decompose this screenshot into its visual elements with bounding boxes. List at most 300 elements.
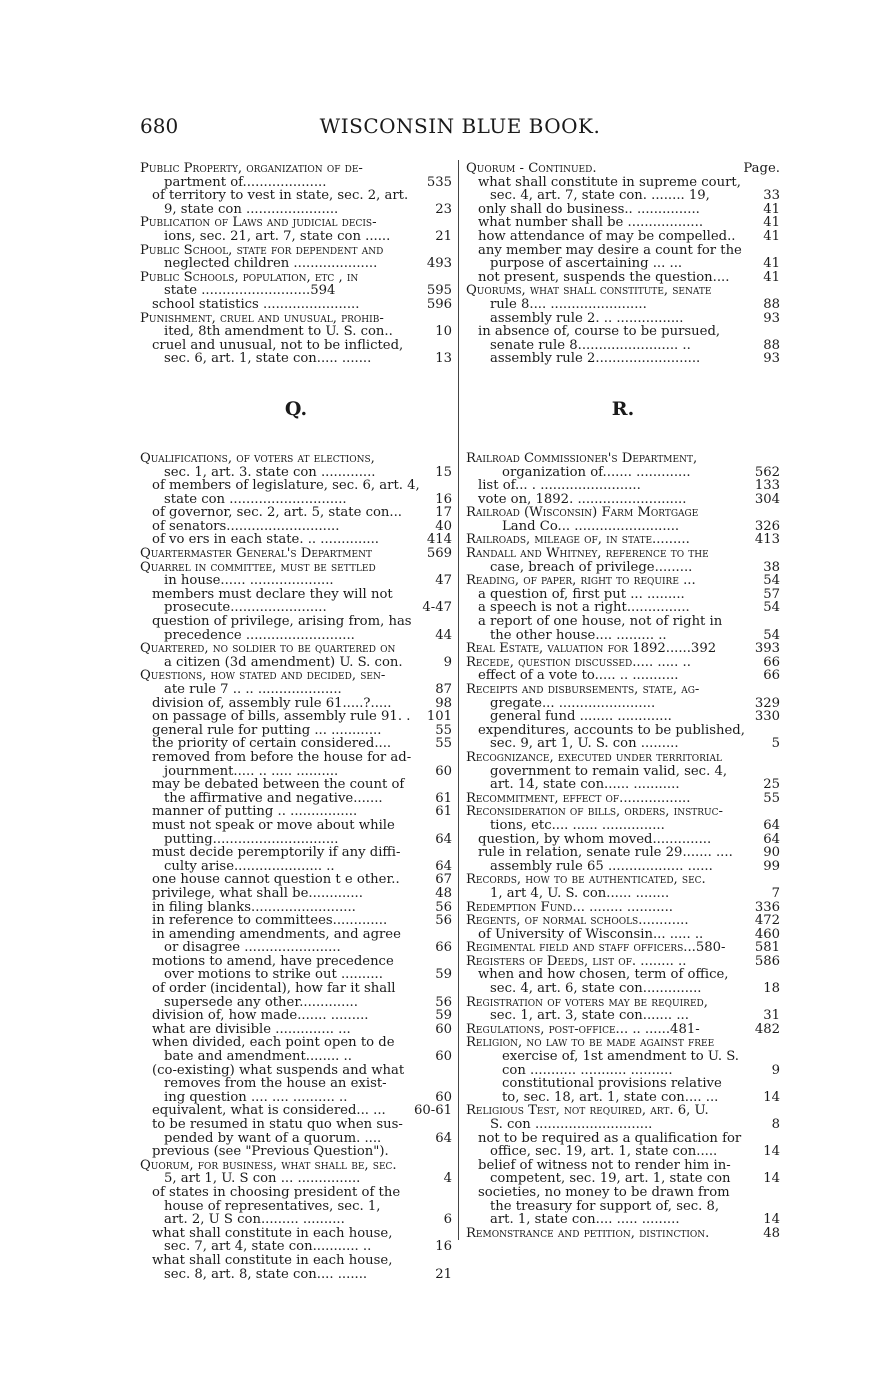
index-entry [466, 1200, 780, 1214]
entry-text: sec. 4, art. 7, state con. ........ 19, [490, 189, 710, 203]
index-entry [140, 751, 452, 765]
entry-text: Railroads, mileage of, in state......... [466, 533, 690, 548]
index-entry [466, 479, 780, 493]
entry-text: state con ............................ [164, 492, 347, 507]
entry-text: a citizen (3d amendment) U. S. con. [164, 655, 403, 670]
entry-page: 9 [441, 656, 452, 670]
entry-text: of vo ers in each state. .. .............. [152, 533, 379, 548]
entry-page: 93 [760, 312, 780, 326]
entry-text: sec. 9, art 1, U. S. con ......... [490, 737, 679, 751]
entry-page: 40 [432, 520, 452, 534]
entry-page: 14 [760, 1172, 780, 1186]
page-column-label: Page. [743, 161, 780, 176]
index-entry [140, 601, 452, 615]
entry-text: Land Co... ......................... [502, 519, 680, 534]
index-entry [140, 982, 452, 996]
entry-text: (co-existing) what suspends and what [152, 1063, 405, 1078]
entry-text: Quartermaster General's Department [140, 547, 372, 561]
index-entry [466, 846, 780, 860]
entry-text: of University of Wisconsin... ..... .. [478, 927, 704, 942]
entry-text: Quarrel in committee, must be settled [140, 560, 376, 575]
index-entry [140, 805, 452, 819]
entry-text: tions, etc.... ...... ............... [490, 818, 665, 833]
entry-page: 67 [432, 873, 452, 887]
entry-page: 60 [432, 1023, 452, 1037]
entry-page: 61 [432, 792, 452, 806]
entry-page: 16 [432, 493, 452, 507]
entry-text: Railroad (Wisconsin) Farm Mortgage [466, 506, 699, 520]
entry-text: Qualifications, of voters at elections, [140, 451, 375, 466]
index-entry [466, 669, 780, 683]
index-entry [466, 506, 780, 520]
entry-page: 60-61 [411, 1104, 452, 1118]
entry-text: rule in relation, senate rule 29....... .... [478, 846, 733, 860]
entry-text: case, breach of privilege......... [490, 560, 693, 575]
index-entry [466, 230, 780, 244]
entry-text: list of... . ........................ [478, 479, 641, 493]
index-entry [140, 162, 452, 176]
entry-page: 66 [760, 656, 780, 670]
entry-page: 18 [760, 982, 780, 996]
index-entry [140, 1240, 452, 1254]
index-entry [466, 244, 780, 258]
entry-text: Quartered, no soldier to be quartered on [140, 642, 396, 656]
index-entry [140, 493, 452, 507]
entry-text: purpose of ascertaining ... ... [490, 257, 683, 271]
index-entry [140, 1036, 452, 1050]
entry-text: of senators........................... [152, 519, 340, 534]
index-entry [140, 244, 452, 258]
entry-text: art. 14, state con...... ........... [490, 778, 680, 792]
index-entry [466, 1118, 780, 1132]
right-column-entries [466, 176, 780, 1241]
index-entry [140, 1200, 452, 1214]
entry-text: in filing blanks......................... [152, 900, 356, 915]
entry-text: Redemption Fund... ........ ........... [466, 900, 673, 915]
index-entry [140, 189, 452, 203]
index-entry [466, 493, 780, 507]
index-entry [466, 629, 780, 643]
index-entry [466, 710, 780, 724]
index-entry [466, 325, 780, 339]
entry-page: 38 [760, 561, 780, 575]
index-entry [140, 955, 452, 969]
index-entry [466, 1064, 780, 1078]
entry-text: Punishment, cruel and unusual, prohib- [140, 311, 384, 326]
index-entry [140, 1023, 452, 1037]
entry-page: 17 [432, 506, 452, 520]
entry-text: removes from the house an exist- [164, 1077, 387, 1091]
entry-text: Quorum, for business, what shall be, sec. [140, 1158, 397, 1173]
index-entry [140, 778, 452, 792]
entry-text: 5, art 1, U. S con ... ............... [164, 1172, 361, 1186]
entry-page: 64 [760, 833, 780, 847]
entry-text: culty arise..................... .. [164, 859, 335, 874]
entry-text: supersede any other.............. [164, 995, 358, 1010]
entry-text: a report of one house, not of right in [478, 615, 723, 629]
entry-text: must decide peremptorily if any diffi- [152, 846, 401, 860]
entry-page: 13 [432, 352, 452, 366]
entry-page: 41 [760, 257, 780, 271]
entry-page: 64 [760, 819, 780, 833]
entry-page: 55 [432, 737, 452, 751]
entry-text: division of, how made....... ......... [152, 1009, 369, 1023]
entry-text: must not speak or move about while [152, 818, 395, 833]
entry-text: when divided, each point open to de [152, 1036, 395, 1051]
index-entry [140, 547, 452, 561]
entry-page: 101 [424, 710, 452, 724]
entry-text: sec. 8, art. 8, state con.... ....... [164, 1267, 368, 1282]
index-entry [140, 257, 452, 271]
index-entry [466, 520, 780, 534]
index-entry [466, 642, 780, 656]
index-entry [140, 1186, 452, 1200]
index-entry [466, 1213, 780, 1227]
index-entry [140, 1091, 452, 1105]
entry-text: Receipts and disbursements, state, ag- [466, 683, 700, 697]
entry-text: Public School, state for dependent and [140, 243, 384, 258]
index-entry [466, 588, 780, 602]
entry-text: Recommitment, effect of................. [466, 791, 691, 806]
entry-text: cruel and unusual, not to be inflicted, [152, 338, 404, 353]
index-entry [466, 601, 780, 615]
entry-text: vote on, 1892. .......................... [478, 492, 687, 507]
entry-page: 460 [752, 928, 780, 942]
entry-page: 586 [752, 955, 780, 969]
entry-page: 90 [760, 846, 780, 860]
index-entry [140, 284, 452, 298]
index-entry [140, 901, 452, 915]
entry-text: assembly rule 2. .. ................ [490, 311, 684, 326]
entry-text: con ........... ........... .......... [502, 1063, 673, 1078]
entry-text: societies, no money to be drawn from [478, 1185, 730, 1200]
entry-text: Railroad Commissioner's Department, [466, 451, 698, 466]
entry-page: 472 [752, 914, 780, 928]
entry-text: putting.............................. [164, 832, 339, 847]
entry-page: 23 [432, 203, 452, 217]
index-entry [140, 1118, 452, 1132]
index-entry [466, 312, 780, 326]
entry-text: in absence of, course to be pursued, [478, 325, 721, 339]
index-entry [140, 1009, 452, 1023]
entry-page: 595 [424, 284, 452, 298]
entry-page: 9 [769, 1064, 780, 1078]
entry-page: 55 [432, 724, 452, 738]
left-column [140, 162, 452, 1281]
section-letter: R. [611, 397, 635, 420]
entry-text: assembly rule 2......................... [490, 352, 701, 366]
entry-text: one house cannot question t e other.. [152, 873, 400, 887]
entry-page: 41 [760, 271, 780, 285]
entry-text: sec. 1, art. 3, state con....... ... [490, 1009, 689, 1023]
index-entry [466, 683, 780, 697]
index-entry [140, 325, 452, 339]
entry-text: Regimental field and staff officers...580- [466, 941, 726, 955]
index-entry [140, 520, 452, 534]
index-entry [140, 669, 452, 683]
index-entry [466, 216, 780, 230]
entry-text: art. 1, state con.... ..... ......... [490, 1213, 680, 1227]
index-entry [140, 1077, 452, 1091]
index-entry [140, 352, 452, 366]
entry-page: 87 [432, 683, 452, 697]
entry-text: manner of putting .. ................ [152, 805, 358, 819]
entry-page: 413 [752, 533, 780, 547]
index-entry [466, 833, 780, 847]
entry-page: 31 [760, 1009, 780, 1023]
entry-text: of members of legislature, sec. 6, art. 4, [152, 479, 420, 493]
index-entry [140, 710, 452, 724]
index-entry [466, 1104, 780, 1118]
continued-heading: Quorum - Continued. [466, 161, 597, 176]
entry-text: may be debated between the count of [152, 778, 405, 792]
entry-text: any member may desire a count for the [478, 243, 742, 258]
entry-text: the treasury for support of, sec. 8, [490, 1199, 720, 1214]
entry-text: effect of a vote to..... .. ........... [478, 669, 679, 683]
index-entry [140, 941, 452, 955]
entry-text: bate and amendment........ .. [164, 1050, 352, 1064]
index-entry [140, 724, 452, 738]
entry-page: 56 [432, 996, 452, 1010]
entry-page: 493 [424, 257, 452, 271]
index-entry [466, 697, 780, 711]
entry-text: how attendance of may be compelled.. [478, 229, 736, 244]
index-entry [466, 1077, 780, 1091]
entry-text: constitutional provisions relative [502, 1077, 722, 1091]
entry-text: when and how chosen, term of office, [478, 968, 729, 983]
index-entry [140, 298, 452, 312]
entry-page: 33 [760, 189, 780, 203]
index-entry [466, 533, 780, 547]
entry-text: 9, state con ...................... [164, 202, 339, 217]
entry-text: ing question .... .... .......... .. [164, 1090, 348, 1105]
index-entry [140, 230, 452, 244]
entry-page: 41 [760, 203, 780, 217]
entry-page: 329 [752, 697, 780, 711]
entry-text: Reconsideration of bills, orders, instruc- [466, 805, 723, 819]
entry-text: in reference to committees............. [152, 914, 388, 928]
entry-text: on passage of bills, assembly rule 91. . [152, 710, 411, 724]
entry-page: 66 [432, 941, 452, 955]
index-entry [466, 873, 780, 887]
index-entry [466, 271, 780, 285]
entry-text: Registers of Deeds, list of. ........ .. [466, 954, 687, 969]
index-entry [466, 615, 780, 629]
index-entry [140, 574, 452, 588]
entry-page: 7 [769, 887, 780, 901]
entry-page: 4 [441, 1172, 452, 1186]
index-entry [466, 561, 780, 575]
entry-text: Reading, of paper, right to require ... [466, 574, 696, 588]
index-entry [466, 737, 780, 751]
index-entry [140, 312, 452, 326]
entry-text: Publication of Laws and judicial decis- [140, 216, 377, 230]
entry-text: exercise of, 1st amendment to U. S. [502, 1050, 739, 1064]
index-entry [140, 887, 452, 901]
index-entry [466, 751, 780, 765]
entry-text: ate rule 7 .. .. .................... [164, 683, 342, 697]
entry-page: 25 [760, 778, 780, 792]
entry-text: members must declare they will not [152, 587, 393, 602]
entry-text: Public Property, organization of de- [140, 162, 363, 176]
entry-text: house of representatives, sec. 1, [164, 1199, 381, 1214]
entry-text: in house...... .................... [164, 574, 334, 588]
index-entry [466, 982, 780, 996]
entry-text: Regents, of normal schools............ [466, 914, 689, 928]
index-entry [140, 683, 452, 697]
entry-page: 16 [432, 1240, 452, 1254]
entry-text: state ..........................594 [164, 284, 336, 298]
column-divider [458, 160, 459, 1240]
entry-text: gregate... ....................... [490, 696, 656, 711]
entry-text: Records, how to be authenticated, sec. [466, 873, 706, 887]
entry-page: 6 [441, 1213, 452, 1227]
entry-text: what are divisible .............. ... [152, 1022, 351, 1037]
entry-text: organization of....... ............. [502, 465, 691, 480]
index-entry [140, 819, 452, 833]
entry-page: 60 [432, 1091, 452, 1105]
entry-page: 99 [760, 860, 780, 874]
continued-header [466, 162, 780, 176]
index-entry [140, 846, 452, 860]
entry-page: 56 [432, 901, 452, 915]
entry-page: 55 [760, 792, 780, 806]
index-entry [466, 189, 780, 203]
index-entry [140, 1132, 452, 1146]
index-entry [466, 1159, 780, 1173]
index-entry [466, 968, 780, 982]
entry-text: competent, sec. 19, art. 1, state con [490, 1172, 731, 1186]
entry-page: 326 [752, 520, 780, 534]
index-entry [140, 833, 452, 847]
page-number: 680 [140, 114, 179, 138]
entry-page: 330 [752, 710, 780, 724]
entry-page: 15 [432, 466, 452, 480]
index-entry [466, 860, 780, 874]
index-entry [466, 574, 780, 588]
index-entry [140, 737, 452, 751]
entry-page: 5 [769, 737, 780, 751]
entry-text: of governor, sec. 2, art. 5, state con... [152, 506, 402, 520]
entry-page: 93 [760, 352, 780, 366]
entry-text: the priority of certain considered.... [152, 737, 392, 751]
entry-text: general fund ........ ............. [490, 710, 672, 724]
index-entry [466, 724, 780, 738]
index-entry [140, 873, 452, 887]
entry-page: 54 [760, 601, 780, 615]
entry-page: 304 [752, 493, 780, 507]
entry-text: a speech is not a right............... [478, 601, 690, 616]
index-entry [140, 1159, 452, 1173]
index-entry [466, 1023, 780, 1037]
entry-page: 10 [432, 325, 452, 339]
index-entry [466, 203, 780, 217]
entry-text: art. 2, U S con......... .......... [164, 1213, 345, 1227]
index-entry [140, 928, 452, 942]
entry-page: 14 [760, 1145, 780, 1159]
entry-text: Registration of voters may be required, [466, 995, 708, 1010]
index-entry [466, 1050, 780, 1064]
entry-page: 4-47 [419, 601, 452, 615]
index-entry [466, 778, 780, 792]
entry-page: 59 [432, 968, 452, 982]
entry-page: 54 [760, 629, 780, 643]
index-entry [466, 284, 780, 298]
entry-text: government to remain valid, sec. 4, [490, 764, 728, 779]
entry-text: sec. 4, art. 6, state con.............. [490, 982, 702, 996]
index-entry [140, 588, 452, 602]
page-header [140, 114, 780, 142]
index-entry [140, 792, 452, 806]
index-entry [466, 298, 780, 312]
entry-text: Public Schools, population, etc , in [140, 270, 359, 285]
entry-page: 41 [760, 230, 780, 244]
entry-text: S. con ............................ [490, 1118, 653, 1132]
index-entry [466, 805, 780, 819]
index-entry [466, 176, 780, 190]
entry-text: neglected children .................... [164, 257, 378, 271]
entry-text: motions to amend, have precedence [152, 954, 394, 969]
entry-page: 336 [752, 901, 780, 915]
index-entry [140, 1213, 452, 1227]
entry-page: 60 [432, 765, 452, 779]
entry-text: only shall do business.. ............... [478, 202, 700, 217]
index-entry [140, 656, 452, 670]
entry-text: partment of.................... [164, 175, 327, 190]
entry-text: of states in choosing president of the [152, 1185, 401, 1200]
entry-text: removed from before the house for ad- [152, 750, 412, 765]
entry-page: 61 [432, 805, 452, 819]
entry-text: ions, sec. 21, art. 7, state con ...... [164, 229, 391, 244]
entry-text: division of, assembly rule 61.....?..... [152, 696, 392, 711]
entry-text: ited, 8th amendment to U. S. con.. [164, 325, 393, 339]
entry-text: to, sec. 18, art. 1, state con.... ... [502, 1090, 719, 1105]
index-entry [466, 1091, 780, 1105]
entry-text: Recognizance, executed under territorial [466, 750, 722, 765]
index-entry [140, 339, 452, 353]
entry-text: previous (see "Previous Question"). [152, 1145, 389, 1159]
index-entry [466, 352, 780, 366]
index-entry [140, 203, 452, 217]
entry-page: 56 [432, 914, 452, 928]
entry-page: 59 [432, 1009, 452, 1023]
entry-text: what shall constitute in each house, [152, 1253, 393, 1268]
entry-text: 1, art 4, U. S. con...... ........ [490, 886, 670, 901]
entry-text: expenditures, accounts to be published, [478, 723, 745, 738]
entry-page: 66 [760, 669, 780, 683]
index-entry [466, 996, 780, 1010]
entry-page: 88 [760, 339, 780, 353]
entry-page: 562 [752, 466, 780, 480]
index-entry [140, 271, 452, 285]
entry-text: assembly rule 65 .................. ...... [490, 859, 713, 874]
entry-text: privilege, what shall be............. [152, 886, 363, 901]
index-entry [466, 914, 780, 928]
entry-page: 14 [760, 1091, 780, 1105]
index-entry [140, 1050, 452, 1064]
index-entry [466, 339, 780, 353]
entry-page: 535 [424, 176, 452, 190]
entry-text: question of privilege, arising from, has [152, 615, 412, 629]
entry-text: or disagree ....................... [164, 941, 341, 955]
entry-text: the other house.... ......... .. [490, 628, 667, 643]
index-entry [140, 968, 452, 982]
entry-page: 21 [432, 1268, 452, 1282]
index-entry [140, 216, 452, 230]
entry-text: Remonstrance and petition, distinction. [466, 1226, 710, 1241]
entry-text: rule 8.... ....................... [490, 297, 647, 312]
entry-text: of order (incidental), how far it shall [152, 982, 396, 996]
